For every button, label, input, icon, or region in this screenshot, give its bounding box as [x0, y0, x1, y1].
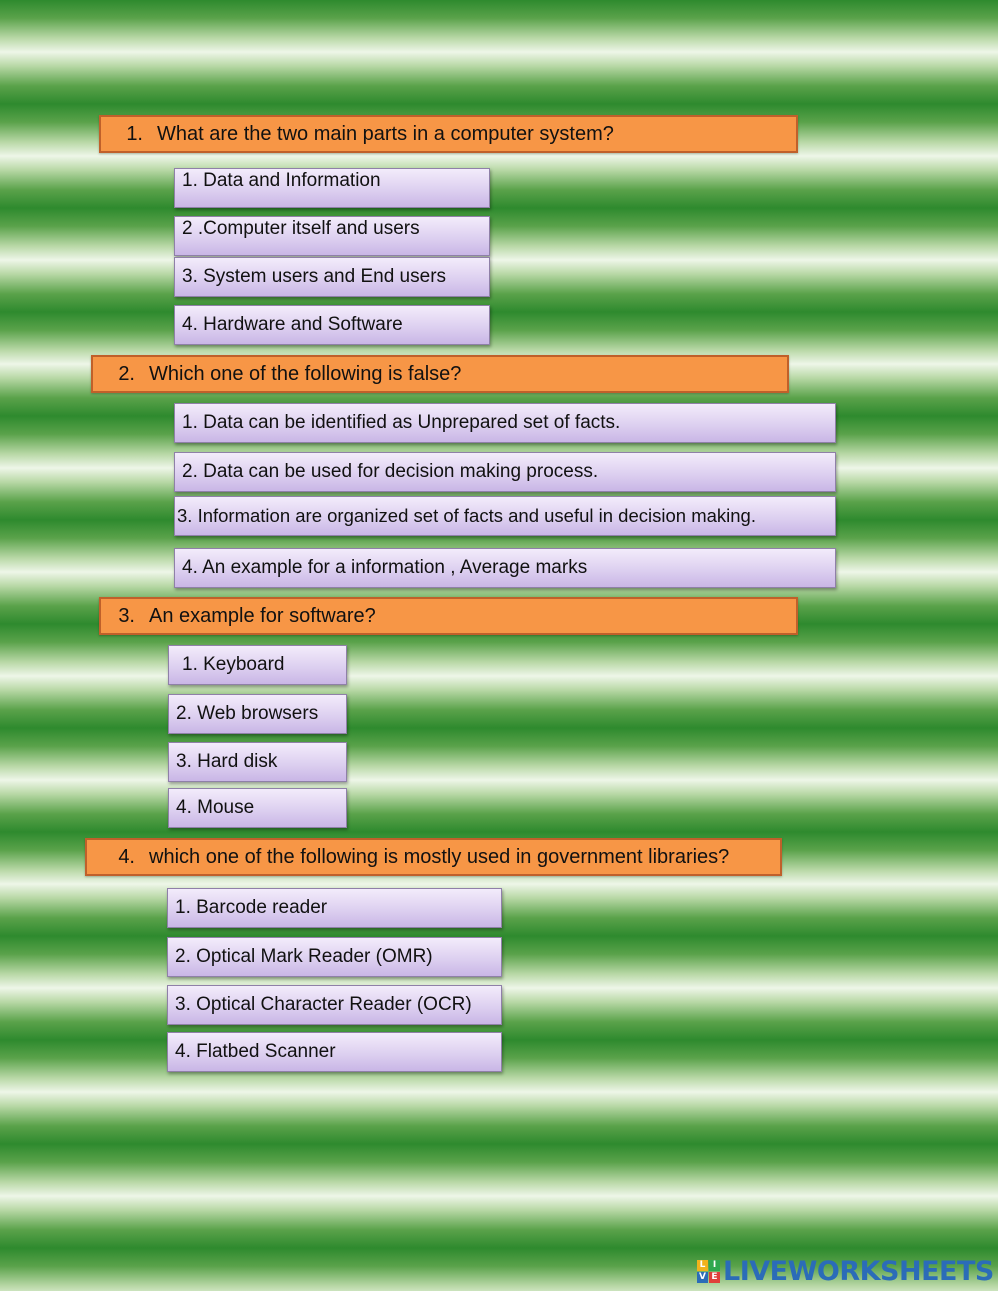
logo-tile-i: I: [709, 1260, 720, 1271]
q3-option-3[interactable]: 3. Hard disk: [168, 742, 347, 782]
logo-text: LIVEWORKSHEETS: [723, 1255, 994, 1287]
liveworksheets-logo: [697, 1256, 994, 1286]
q3-option-4[interactable]: 4. Mouse: [168, 788, 347, 828]
logo-tile-e: E: [709, 1272, 720, 1283]
logo-tile-v: V: [697, 1272, 708, 1283]
q1-option-4[interactable]: 4. Hardware and Software: [174, 305, 490, 345]
q2-option-1[interactable]: 1. Data can be identified as Unprepared set of facts.: [174, 403, 836, 443]
question-3-number: 3.: [118, 605, 135, 627]
logo-tiles-icon: [697, 1260, 720, 1283]
q1-option-1[interactable]: 1. Data and Information: [174, 168, 490, 208]
question-4-text: which one of the following is mostly used in government libraries?: [149, 846, 730, 868]
q4-option-1[interactable]: 1. Barcode reader: [167, 888, 502, 928]
question-4-number: 4.: [118, 846, 135, 868]
question-2-number: 2.: [118, 363, 135, 385]
question-2-text: Which one of the following is false?: [149, 363, 462, 385]
logo-tile-l: L: [697, 1260, 708, 1271]
q2-option-2[interactable]: 2. Data can be used for decision making process.: [174, 452, 836, 492]
question-1-number: 1.: [126, 123, 143, 145]
q4-option-4[interactable]: 4. Flatbed Scanner: [167, 1032, 502, 1072]
question-4: [85, 838, 782, 876]
question-1-text: What are the two main parts in a computer system?: [157, 123, 614, 145]
q4-option-2[interactable]: 2. Optical Mark Reader (OMR): [167, 937, 502, 977]
q2-option-4[interactable]: 4. An example for a information , Average marks: [174, 548, 836, 588]
question-2: [91, 355, 789, 393]
question-3-text: An example for software?: [149, 605, 376, 627]
q1-option-2[interactable]: 2 .Computer itself and users: [174, 216, 490, 256]
question-3: [99, 597, 798, 635]
q4-option-3[interactable]: 3. Optical Character Reader (OCR): [167, 985, 502, 1025]
q2-option-3[interactable]: 3. Information are organized set of facts and useful in decision making.: [174, 496, 836, 536]
q3-option-1[interactable]: 1. Keyboard: [168, 645, 347, 685]
question-1: [99, 115, 798, 153]
q3-option-2[interactable]: 2. Web browsers: [168, 694, 347, 734]
q1-option-3[interactable]: 3. System users and End users: [174, 257, 490, 297]
